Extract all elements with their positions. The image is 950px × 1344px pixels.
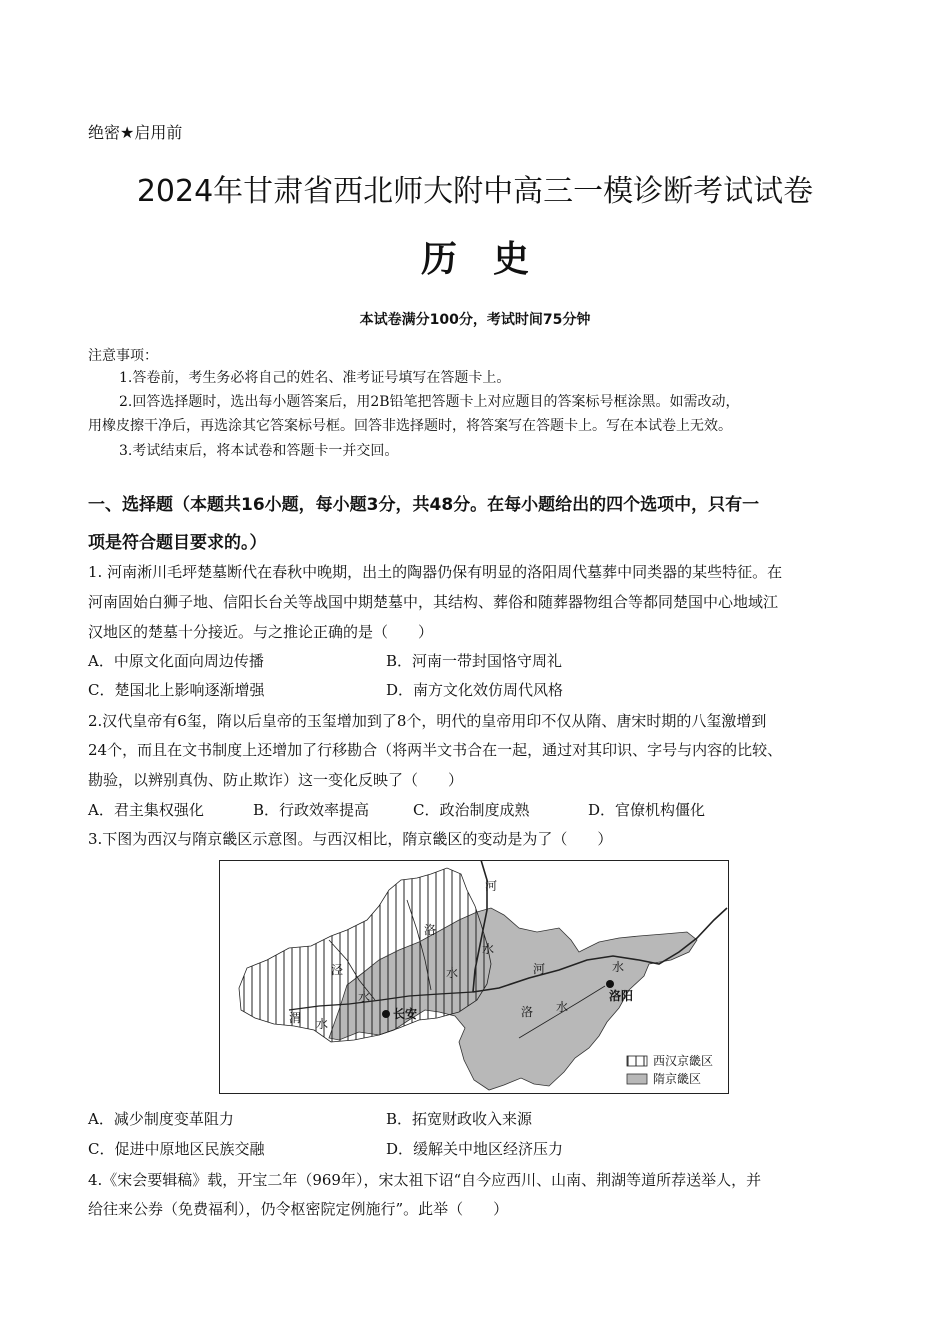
changan-marker-icon [382,1010,390,1018]
question-2-option-c: C．政治制度成熟 [413,801,530,819]
map-label: 水 [612,960,625,974]
question-3-option-c: C．促进中原地区民族交融 [88,1140,265,1158]
subject-title: 历 史 [420,239,529,280]
city-luoyang: 洛阳 [609,989,634,1003]
map-label: 洛 [424,923,437,937]
question-1-option-b: B．河南一带封国恪守周礼 [386,652,563,670]
question-4-text: 4.《宋会要辑稿》载，开宝二年（969年），宋太祖下诏“自今应西川、山南、荆湖等道所荐送举人，并 [88,1171,762,1189]
legend-western-han: 西汉京畿区 [653,1054,714,1068]
city-changan: 长安 [393,1007,418,1021]
question-1-option-a: A．中原文化面向周边传播 [88,652,264,670]
map-label: 河 [485,879,498,893]
note-line: 用橡皮擦干净后，再选涂其它答案标号框。回答非选择题时，将答案写在答题卡上。写在本试卷上无效。 [88,418,732,434]
map-label: 泾 [331,963,344,977]
note-line: 2.回答选择题时，选出每小题答案后，用2B铅笔把答题卡上对应题目的答案标号框涂黑。如需改动， [119,394,740,410]
legend-sui: 隋京畿区 [653,1072,702,1086]
question-2-option-a: A．君主集权强化 [88,801,204,819]
map-label: 水 [358,990,371,1004]
question-3-text: 3.下图为西汉与隋京畿区示意图。与西汉相比，隋京畿区的变动是为了（ ） [88,830,613,848]
question-1-text: 河南固始白狮子地、信阳长台关等战国中期楚墓中，其结构、葬俗和随葬器物组合等都同楚国中心地域江 [88,593,779,611]
section-heading-line1: 一、选择题（本题共16小题，每小题3分，共48分。在每小题给出的四个选项中，只有一 [88,495,760,515]
map-label: 洛 [521,1005,534,1019]
question-2-text: 勘验，以辨别真伪、防止欺诈）这一变化反映了（ ） [88,771,464,789]
map-label: 水 [446,966,459,980]
section-heading-line2: 项是符合题目要求的。） [88,533,267,553]
question-4-text: 给往来公券（免费福利），仍令枢密院定例施行”。此举（ ） [88,1200,509,1218]
note-line: 1.答卷前，考生务必将自己的姓名、准考证号填写在答题卡上。 [119,370,511,386]
map-label: 水 [556,1000,569,1014]
secret-mark: 绝密★启用前 [88,123,183,142]
notes-heading: 注意事项： [88,348,158,364]
question-2-text: 2.汉代皇帝有6玺，隋以后皇帝的玉玺增加到了8个，明代的皇帝用印不仅从隋、唐宋时期的八玺激增到 [88,712,767,730]
map-label: 水 [482,942,495,956]
map-label: 水 [316,1017,329,1031]
question-3-option-a: A．减少制度变革阻力 [88,1110,234,1128]
question-1-text: 1. 河南淅川毛坪楚墓断代在春秋中晚期，出土的陶器仍保有明显的洛阳周代墓葬中同类器的某些特征。在 [88,563,783,581]
capital-region-map [219,860,729,1094]
map-label: 渭 [289,1011,302,1025]
legend-hatch-swatch [627,1056,647,1066]
legend-gray-swatch [627,1074,647,1084]
question-3-option-b: B．拓宽财政收入来源 [386,1110,533,1128]
question-3-option-d: D．缓解关中地区经济压力 [386,1140,564,1158]
exam-info: 本试卷满分100分，考试时间75分钟 [359,312,591,328]
luoyang-marker-icon [606,980,614,988]
question-2-option-b: B．行政效率提高 [253,801,370,819]
note-line: 3.考试结束后，将本试卷和答题卡一并交回。 [119,443,399,459]
exam-title: 2024年甘肃省西北师大附中高三一模诊断考试试卷 [136,174,814,209]
question-1-option-c: C．楚国北上影响逐渐增强 [88,681,265,699]
question-1-option-d: D．南方文化效仿周代风格 [386,681,564,699]
map-label: 河 [533,962,546,976]
question-1-text: 汉地区的楚墓十分接近。与之推论正确的是（ ） [88,623,434,641]
question-2-option-d: D．官僚机构僵化 [588,801,706,819]
question-2-text: 24个，而且在文书制度上还增加了行移勘合（将两半文书合在一起，通过对其印识、字号与内容的比较、 [88,741,783,759]
